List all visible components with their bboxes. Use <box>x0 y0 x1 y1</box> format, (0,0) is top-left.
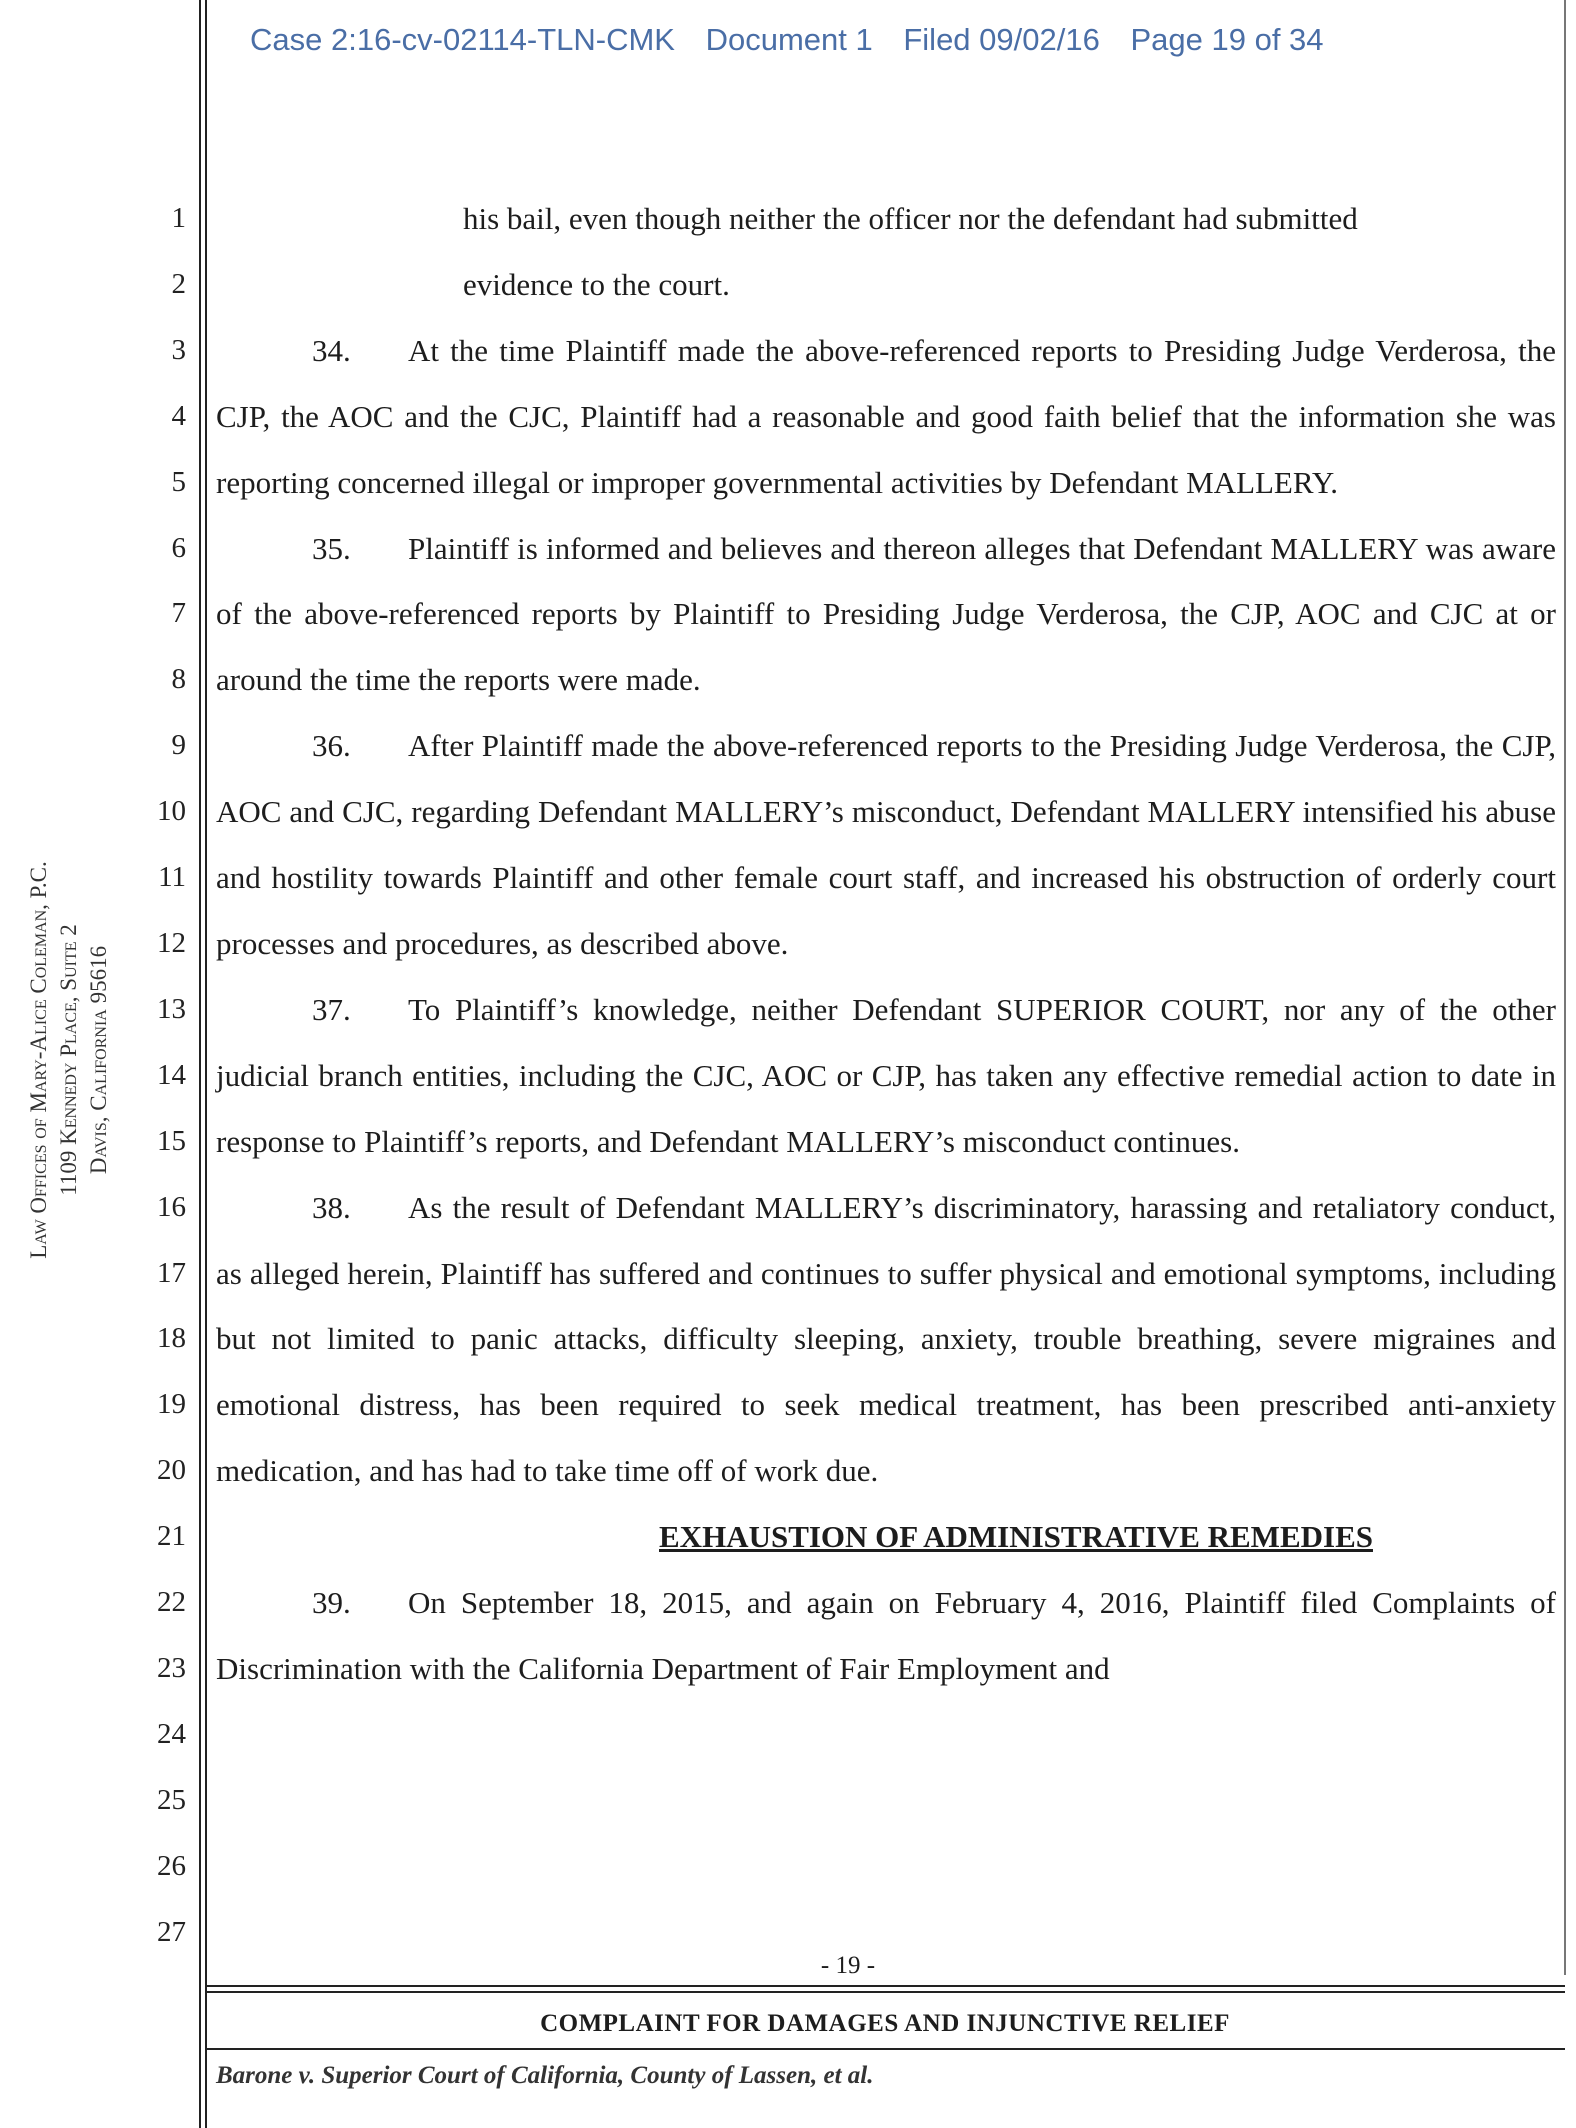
footer-rule <box>205 1985 1565 1987</box>
line-number: 27 <box>157 1915 186 1948</box>
right-margin-rule <box>1564 0 1566 1975</box>
line-number: 12 <box>157 926 186 959</box>
left-margin-rule-inner <box>205 0 207 2128</box>
paragraph-text: On September 18, 2015, and again on February 4, 2016, Plaintiff filed Complaints of Discrimination with the California Department of Fair Employment and <box>216 1585 1556 1686</box>
complaint-body <box>216 186 1556 1702</box>
line-number: 10 <box>157 795 186 828</box>
line-number: 8 <box>171 663 186 696</box>
line-number: 20 <box>157 1454 186 1487</box>
page-number: - 19 - <box>820 1952 876 1979</box>
paragraph-number: 38. <box>312 1189 351 1225</box>
paragraph-number: 39. <box>312 1585 351 1621</box>
footer-rule <box>205 2048 1565 2050</box>
line-number: 26 <box>157 1849 186 1882</box>
continuation-line: evidence to the court. <box>463 266 730 302</box>
case-caption: Barone v. Superior Court of California, County of Lassen, et al. <box>216 2062 874 2089</box>
line-number: 6 <box>171 531 186 564</box>
line-number: 11 <box>158 861 186 894</box>
firm-sidebar <box>24 800 114 1320</box>
paragraph-number: 37. <box>312 991 351 1027</box>
document-title: COMPLAINT FOR DAMAGES AND INJUNCTIVE RELIEF <box>540 2010 1230 2037</box>
line-number: 4 <box>171 399 186 432</box>
line-number: 3 <box>171 333 186 366</box>
continuation-line: his bail, even though neither the officer nor the defendant had submitted <box>463 201 1358 236</box>
paragraph-39 <box>216 1570 1556 1702</box>
paragraph-text: To Plaintiff’s knowledge, neither Defendant SUPERIOR COURT, nor any of the other judicial branch entities, including the CJC, AOC or CJP, has taken any effective remedial action to date in response to Plaintiff’s reports, and Defendant MALLERY’s misconduct continues. <box>216 991 1556 1159</box>
paragraph-35 <box>216 516 1556 714</box>
paragraph-text: At the time Plaintiff made the above-referenced reports to Presiding Judge Verderosa, the CJP, the AOC and the CJC, Plaintiff had a reasonable and good faith belief that the information she was reporting concerned illegal or improper governmental activities by Defendant MALLERY. <box>216 332 1556 500</box>
line-numbers <box>140 186 186 1965</box>
line-number: 9 <box>171 729 186 762</box>
paragraph-37 <box>216 977 1556 1175</box>
line-number: 18 <box>157 1322 186 1355</box>
page-indicator: Page 19 of 34 <box>1130 22 1324 57</box>
line-number: 2 <box>171 267 186 300</box>
line-number: 16 <box>157 1190 186 1223</box>
line-number: 14 <box>157 1058 186 1091</box>
line-number: 21 <box>157 1520 186 1553</box>
ecf-header <box>250 22 1346 58</box>
paragraph-number: 34. <box>312 332 351 368</box>
left-margin-rule <box>199 0 201 2128</box>
line-number: 22 <box>157 1586 186 1619</box>
paragraph-36 <box>216 713 1556 977</box>
firm-address: 1109 Kennedy Place, Suite 2 <box>56 924 81 1196</box>
firm-city: Davis, California 95616 <box>86 945 111 1175</box>
line-number: 15 <box>157 1124 186 1157</box>
line-number: 19 <box>157 1388 186 1421</box>
firm-name: Law Offices of Mary-Alice Coleman, P.C. <box>26 861 51 1259</box>
document-number: Document 1 <box>705 22 873 57</box>
line-number: 17 <box>157 1256 186 1289</box>
line-number: 24 <box>157 1717 186 1750</box>
line-number: 5 <box>171 465 186 498</box>
line-number: 25 <box>157 1783 186 1816</box>
line-number: 7 <box>171 597 186 630</box>
paragraph-text: As the result of Defendant MALLERY’s discriminatory, harassing and retaliatory conduct, as alleged herein, Plaintiff has suffered and continues to suffer physical and emotional symptoms, including but not limited to panic attacks, difficulty sleeping, anxiety, trouble breathing, severe migraines and emotional distress, has been required to seek medical treatment, has been prescribed anti-anxiety medication, and has had to take time off of work due. <box>216 1189 1556 1489</box>
line-number: 1 <box>171 202 186 234</box>
line-number: 13 <box>157 992 186 1025</box>
paragraph-text: After Plaintiff made the above-referenced reports to the Presiding Judge Verderosa, the CJP, AOC and CJC, regarding Defendant MALLERY’s misconduct, Defendant MALLERY intensified his abuse and hostility towards Plaintiff and other female court staff, and increased his obstruction of orderly court processes and procedures, as described above. <box>216 728 1556 961</box>
section-heading: EXHAUSTION OF ADMINISTRATIVE REMEDIES <box>659 1519 1373 1555</box>
footer-rule <box>205 1991 1565 1993</box>
paragraph-34 <box>216 318 1556 516</box>
paragraph-number: 36. <box>312 728 351 764</box>
paragraph-number: 35. <box>312 530 351 566</box>
paragraph-text: Plaintiff is informed and believes and thereon alleges that Defendant MALLERY was aware of the above-referenced reports by Plaintiff to Presiding Judge Verderosa, the CJP, AOC and CJC at or around the time the reports were made. <box>216 530 1556 698</box>
case-number: Case 2:16-cv-02114-TLN-CMK <box>250 22 675 57</box>
line-number: 23 <box>157 1651 186 1684</box>
filed-date: Filed 09/02/16 <box>903 22 1100 57</box>
paragraph-38 <box>216 1175 1556 1505</box>
